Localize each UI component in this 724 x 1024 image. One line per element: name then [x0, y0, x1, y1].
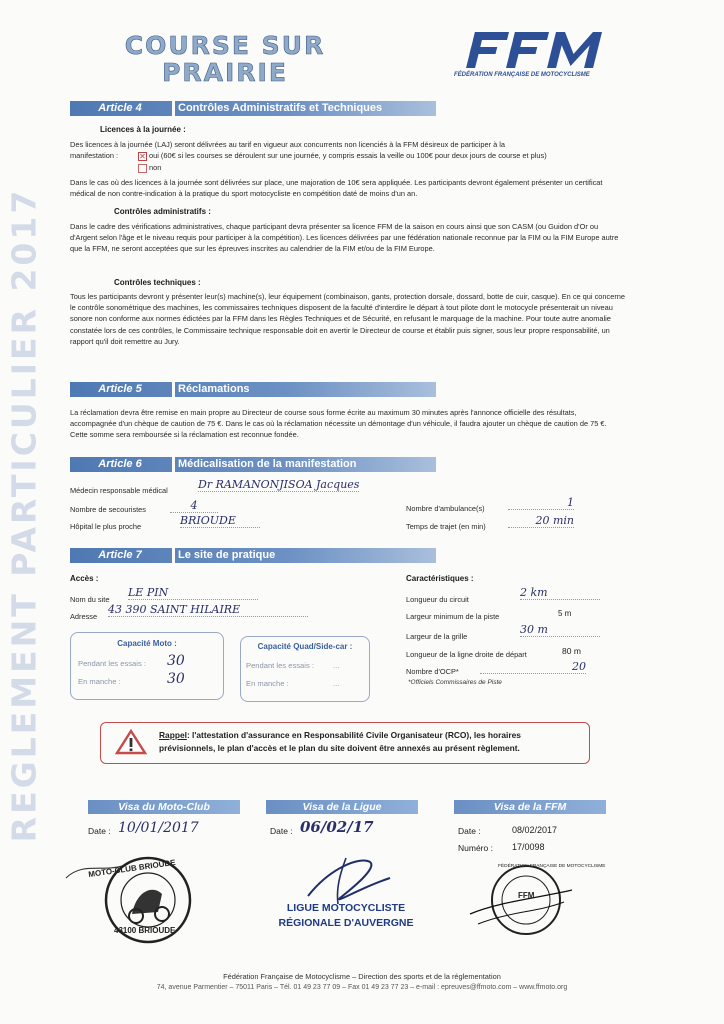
article7-number: Article 7 [98, 549, 142, 561]
ffm-stamp-text: FÉDÉRATION FRANÇAISE DE MOTOCYCLISME [498, 864, 606, 869]
moto-manche-label: En manche : [78, 677, 121, 686]
article7-header [70, 548, 436, 563]
hopital-value: BRIOUDE [180, 514, 260, 528]
article5-header [70, 382, 436, 397]
adresse-value: 43 390 SAINT HILAIRE [108, 603, 308, 617]
ffm-date-value: 08/02/2017 [512, 825, 558, 835]
lj-text-3: Dans le cas où des licences à la journée sont délivrées sur place, une majoration de 10€ sera appliquée. Les participants devront également présenter un certificat médical de non contre-indication à la pratique du sport motocycliste en compétition daté de moins d'un an. [70, 178, 603, 199]
warning-icon [115, 729, 147, 755]
largeur-grille-label: Largeur de la grille [406, 632, 468, 641]
article4-header [70, 101, 436, 116]
quad-essais-label: Pendant les essais : [246, 661, 314, 670]
capacite-moto-box [70, 632, 224, 700]
longueur-label: Longueur du circuit [406, 595, 469, 604]
vertical-watermark [4, 110, 44, 920]
quad-manche-label: En manche : [246, 679, 289, 688]
ffm-logo-caption: FÉDÉRATION FRANÇAISE DE MOTOCYCLISME [454, 72, 590, 78]
vertical-title: REGLEMENT PARTICULIER 2017 [4, 187, 44, 843]
article6-title: Médicalisation de la manifestation [178, 458, 357, 470]
largeur-min-value: 5 m [558, 609, 572, 618]
club-date-value: 10/01/2017 [118, 820, 199, 836]
ffm-stamp [468, 862, 576, 938]
article4-number: Article 4 [98, 102, 142, 114]
checkbox-oui[interactable]: ✕ [139, 152, 146, 161]
adresse-label: Adresse [70, 612, 98, 621]
svg-text:FFM: FFM [518, 891, 535, 900]
document-title [100, 32, 350, 86]
footer-line2: 74, avenue Parmentier – 75011 Paris – Tél. 01 49 23 77 09 – Fax 01 49 23 77 23 – e-mail : epreuves@ffmoto.com – www.ffmoto.org [156, 984, 568, 991]
rappel-text: : l'attestation d'assurance en Responsabilité Civile Organisateur (RCO), les horaires prévisionnels, le plan d'accès et le plan du site doivent être annexés au présent règlement. [159, 730, 521, 753]
trajet-value: 20 min [508, 514, 574, 528]
secouristes-label: Nombre de secouristes [70, 505, 146, 514]
visa-club-header: Visa du Moto-Club [88, 800, 240, 814]
article6-header [70, 457, 436, 472]
largeur-grille-value: 30 m [520, 623, 600, 637]
carac-heading: Caractéristiques : [406, 574, 474, 583]
checkbox-non[interactable] [138, 164, 147, 173]
ca-heading: Contrôles administratifs : [114, 207, 211, 216]
ligne-droite-value: 80 m [562, 646, 581, 656]
lj-text-2-prefix: manifestation : [70, 151, 119, 160]
ct-heading: Contrôles techniques : [114, 278, 201, 287]
title-line1: COURSE SUR [124, 31, 326, 60]
visa-ffm-header: Visa de la FFM [454, 800, 606, 814]
lj-text-1: Des licences à la journée (LAJ) seront délivrées au tarif en vigueur aux concurrents non licenciés à la FFM désireux de participer à la [70, 140, 506, 149]
ambulances-label: Nombre d'ambulance(s) [406, 504, 485, 513]
largeur-min-label: Largeur minimum de la piste [406, 612, 500, 621]
article7-title: Le site de pratique [178, 549, 276, 561]
article6-number: Article 6 [98, 458, 142, 470]
option-oui-label: oui (60€ si les courses se déroulent sur une journée, y compris essais la veille ou 100€ pour deux jours de course et plus) [149, 151, 547, 160]
capacite-quad-title: Capacité Quad/Side-car : [257, 642, 353, 651]
club-date-label: Date : [88, 826, 111, 836]
ligue-date-label: Date : [270, 826, 293, 836]
ligue-name-line2: RÉGIONALE D'AUVERGNE [278, 917, 414, 929]
ocp-label: Nombre d'OCP* [406, 667, 459, 676]
ocp-value: 20 [480, 660, 586, 674]
article5-number: Article 5 [98, 383, 142, 395]
site-label: Nom du site [70, 595, 110, 604]
ct-text: Tous les participants devront y présenter leur(s) machine(s), leur équipement (combinaison, gants, protection dorsale, dossard, botte de cuir, casque). En ce qui concerne le contrôle sonométrique des machines, les commissaires techniques disposent de la faculté d'interdire le départ à tout pilote dont le motocycle présenterait un niveau sonore non conforme aux normes édictées par la FFM dans les Règles Techniques et de Sécurité, en refusant le marquage de la machine. Pour toute autre anomalie constatée lors de ces contrôles, le Commissaire technique responsable doit en avertir le Directeur de course et établir puis signer, sous leur propre responsabilité, un rapport qu'il doit remettre au Jury. [70, 292, 625, 346]
moto-essais-value: 30 [167, 653, 185, 669]
ambulances-value: 1 [508, 496, 574, 510]
longueur-value: 2 km [520, 586, 600, 600]
quad-essais-value: ... [333, 661, 340, 670]
ligne-droite-label: Longueur de la ligne droite de départ [406, 650, 527, 659]
rappel-label: Rappel [159, 730, 187, 740]
ocp-note: *Officiels Commissaires de Piste [408, 679, 502, 686]
lj-heading: Licences à la journée : [100, 125, 186, 134]
title-line2: PRAIRIE [162, 58, 288, 87]
site-value: LE PIN [128, 586, 258, 600]
ffm-date-label: Date : [458, 826, 481, 836]
visa-ligue-header: Visa de la Ligue [266, 800, 418, 814]
club-stamp-bottom-text: 43100 BRIOUDE [114, 926, 176, 935]
moto-essais-label: Pendant les essais : [78, 659, 146, 668]
ligue-date-value: 06/02/17 [300, 818, 374, 836]
ffm-numero-value: 17/0098 [512, 842, 545, 852]
medecin-label: Médecin responsable médical [70, 486, 168, 495]
ligue-name-line1: LIGUE MOTOCYCLISTE [286, 902, 406, 914]
secouristes-value: 4 [170, 499, 218, 513]
article5-title: Réclamations [178, 383, 250, 395]
ligue-signature [300, 848, 400, 908]
option-non-label: non [149, 163, 162, 172]
moto-manche-value: 30 [167, 671, 185, 687]
medecin-value: Dr RAMANONJISOA Jacques [198, 478, 360, 491]
acces-heading: Accès : [70, 574, 99, 583]
ca-text: Dans le cadre des vérifications administratives, chaque participant devra présenter sa licence FFM de la saison en cours ainsi que son CASM (ou Guidon d'Or ou d'Argent selon l'âge et le niveau requis pour participer à la compétition). Les licences délivrées par une fédération nationale reconnue par la FIM ou la FIM Europe autre que la FFM, ne seront acceptées que sur les épreuves inscrites au calendrier de la FIM et/ou de la FIM Europe. [70, 222, 619, 254]
capacite-moto-title: Capacité Moto : [117, 639, 177, 648]
club-stamp-top-text: MOTO-CLUB BRIOUDE [87, 857, 177, 880]
rappel-box [100, 722, 590, 764]
quad-manche-value: ... [333, 679, 340, 688]
trajet-label: Temps de trajet (en min) [406, 522, 486, 531]
footer-line1: Fédération Française de Motocyclisme – Direction des sports et de la réglementation [223, 972, 501, 981]
article4-title: Contrôles Administratifs et Techniques [178, 102, 383, 114]
ffm-numero-label: Numéro : [458, 843, 493, 853]
hopital-label: Hôpital le plus proche [70, 522, 142, 531]
capacite-quad-box [240, 636, 370, 702]
article5-text: La réclamation devra être remise en main propre au Directeur de course sous forme écrite au maximum 30 minutes après l'annonce officielle des résultats, accompagnée d'un chèque de caution de 75 €. Dans le cas où la réclamation nécessite un démontage d'un véhicule, il faudra ajouter un chèque de caution de 75 €. Cette somme sera remboursée si la réclamation est reconnue fondée. [70, 408, 607, 440]
